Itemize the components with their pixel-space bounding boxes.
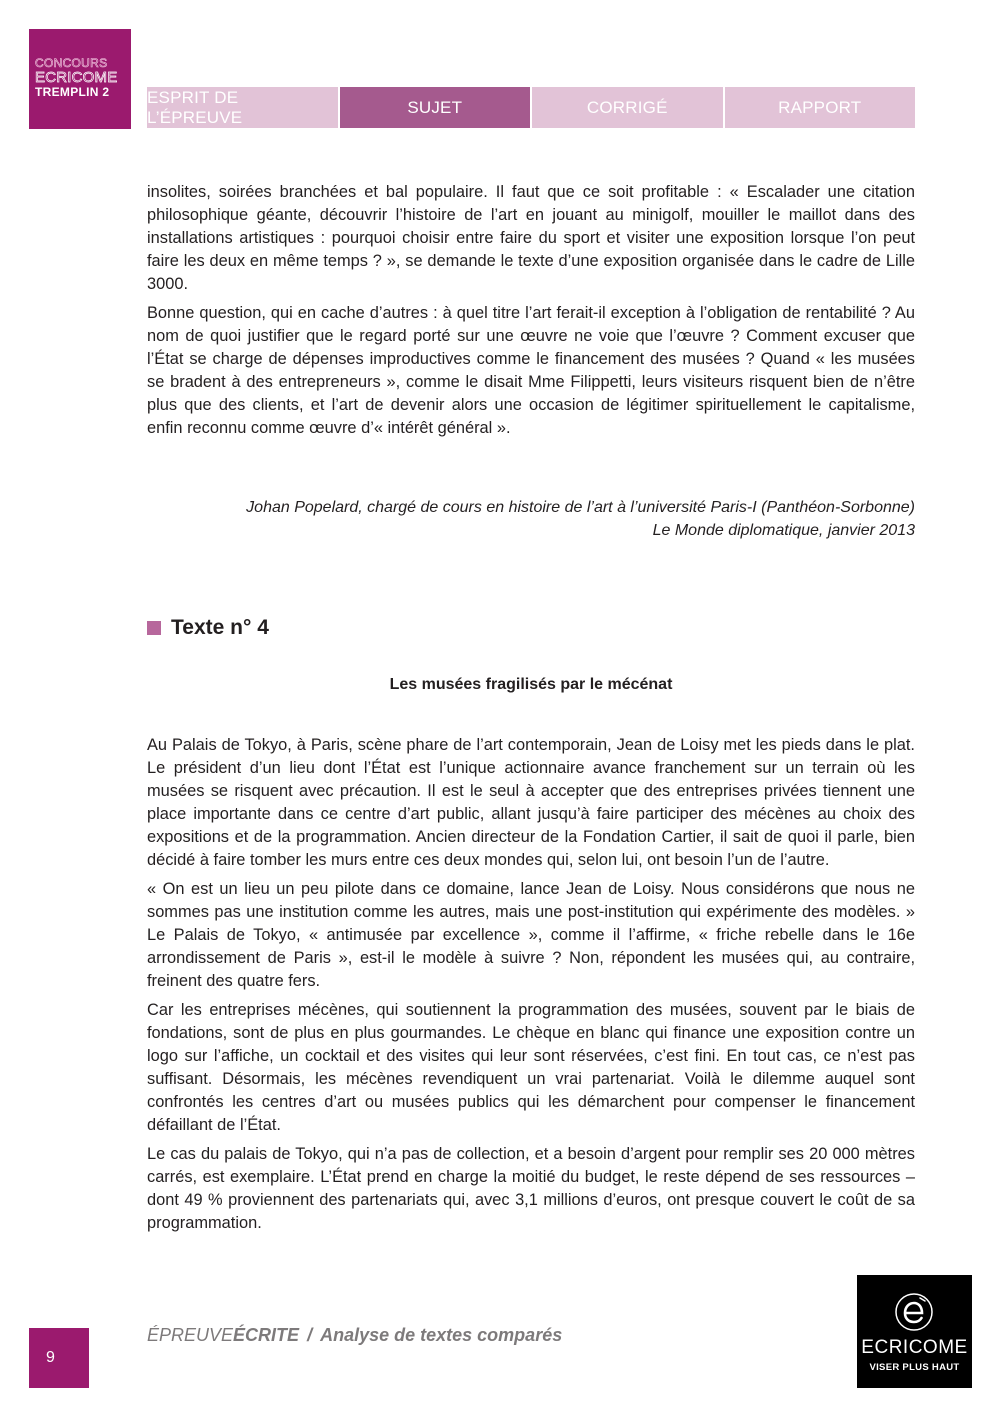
section-heading-label: Texte n° 4 [171, 616, 269, 639]
footer-label-bold: ÉCRITE [233, 1325, 300, 1345]
tab-esprit-epreuve[interactable]: ESPRIT DE L’ÉPREUVE [147, 87, 338, 128]
logo-line-tremplin: TREMPLIN 2 [35, 85, 110, 99]
paragraph: Bonne question, qui en cache d’autres : à quel titre l’art ferait-il exception à l’obligation de rentabilité ? Au nom de quoi justifier que le regard porté sur une œuvre ne voie que l’œuvre ? Comment excuser que l’État se charge de dépenses improductives comme le financement des musées ? Quand « les musées se bradent à des entrepreneurs », comme le disait Mme Filippetti, leurs visiteurs risquent bien de n’être plus que des clients, et l’art de devenir alors une occasion de légitimer spirituellement le capitalisme, enfin reconnu comme œuvre d’« intérêt général ». [147, 304, 915, 437]
tab-corrige[interactable]: CORRIGÉ [532, 87, 723, 128]
paragraph: insolites, soirées branchées et bal populaire. Il faut que ce soit profitable : « Escalader une citation philosophique géante, découvrir l’histoire de l’art en jouant au minigolf, mouiller le maillot dans des installations artistiques : pourquoi choisir entre faire du sport et visiter une exposition lorsque l’on peut faire les deux en même temps ? », se demande le texte d’une exposition organisée dans le cadre de Lille 3000. [147, 183, 915, 293]
footer-separator: / [307, 1325, 313, 1345]
paragraph: Le cas du palais de Tokyo, qui n’a pas de collection, et a besoin d’argent pour remplir ses 20 000 mètres carrés, est exemplaire. L’État prend en charge la moitié du budget, le reste dépend de ses ressources – dont 49 % proviennent des partenariats qui, avec 3,1 millions d’euros, ont presque couvert le coût de sa programmation. [147, 1145, 915, 1232]
citation-author: Johan Popelard, chargé de cours en histoire de l’art à l’université Paris-I (Panthéon-Sorbonne) [246, 499, 915, 516]
paragraph: Car les entreprises mécènes, qui soutiennent la programmation des musées, souvent par le biais de fondations, sont de plus en plus gourmandes. Le chèque en blanc qui finance une exposition contre un logo sur l’affiche, un cocktail et des visites qui leur sont réservées, c’est fini. En tout cas, ce n’est pas suffisant. Désormais, les mécènes revendiquent un vrai partenariat. Voilà le dilemme auquel sont confrontés les centres d’art ou musées publics qui les démarchent pour compenser le financement défaillant de l’État. [147, 1001, 915, 1134]
paragraph: Au Palais de Tokyo, à Paris, scène phare de l’art contemporain, Jean de Loisy met les pieds dans le plat. Le président d’un lieu dont l’État est l’unique actionnaire avance franchement sur un terrain où les musées se risquent avec précaution. Il est le seul à accepter que des entreprises privées tiennent une place importante dans ce centre d’art public, allant jusqu’à faire participer des mécènes au choix des expositions et de la programmation. Ancien directeur de la Fondation Cartier, il sait de quoi il parle, bien décidé à faire tomber les murs entre ces deux mondes qui, selon lui, ont besoin l’un de l’autre. [147, 736, 915, 869]
page-number: 9 [29, 1328, 89, 1388]
heading-square-icon [147, 621, 161, 635]
logo-line-ecricome: ECRICOME [35, 69, 118, 86]
tab-sujet[interactable]: SUJET [340, 87, 531, 128]
article-text [147, 734, 915, 1241]
footer-label [147, 1325, 562, 1346]
brand-tagline: VISER PLUS HAUT [869, 1362, 960, 1373]
footer-label-regular: ÉPREUVE [147, 1325, 234, 1345]
article-title: Les musées fragilisés par le mécénat [389, 676, 673, 693]
footer-subtitle: Analyse de textes comparés [320, 1325, 563, 1345]
ecricome-logo [857, 1275, 972, 1388]
section-tabs [147, 87, 915, 128]
concours-logo [29, 29, 131, 129]
intro-text [147, 181, 915, 446]
section-heading [147, 614, 269, 642]
citation-source: Le Monde diplomatique, janvier 2013 [652, 522, 915, 539]
tab-rapport[interactable]: RAPPORT [725, 87, 916, 128]
logo-line-concours: CONCOURS [35, 56, 108, 70]
brand-name: ECRICOME [861, 1337, 968, 1358]
citation [147, 496, 915, 542]
paragraph: « On est un lieu un peu pilote dans ce domaine, lance Jean de Loisy. Nous considérons que nous ne sommes pas une institution comme les autres, mais une post-institution qui expérimente des modèles. » Le Palais de Tokyo, « antimusée par excellence », comme il l’affirme, « friche rebelle dans le 16e arrondissement de Paris », est-il le modèle à suivre ? Non, répondent les musées qui, au contraire, freinent des quatre fers. [147, 880, 915, 990]
ecricome-e-icon [894, 1292, 934, 1332]
